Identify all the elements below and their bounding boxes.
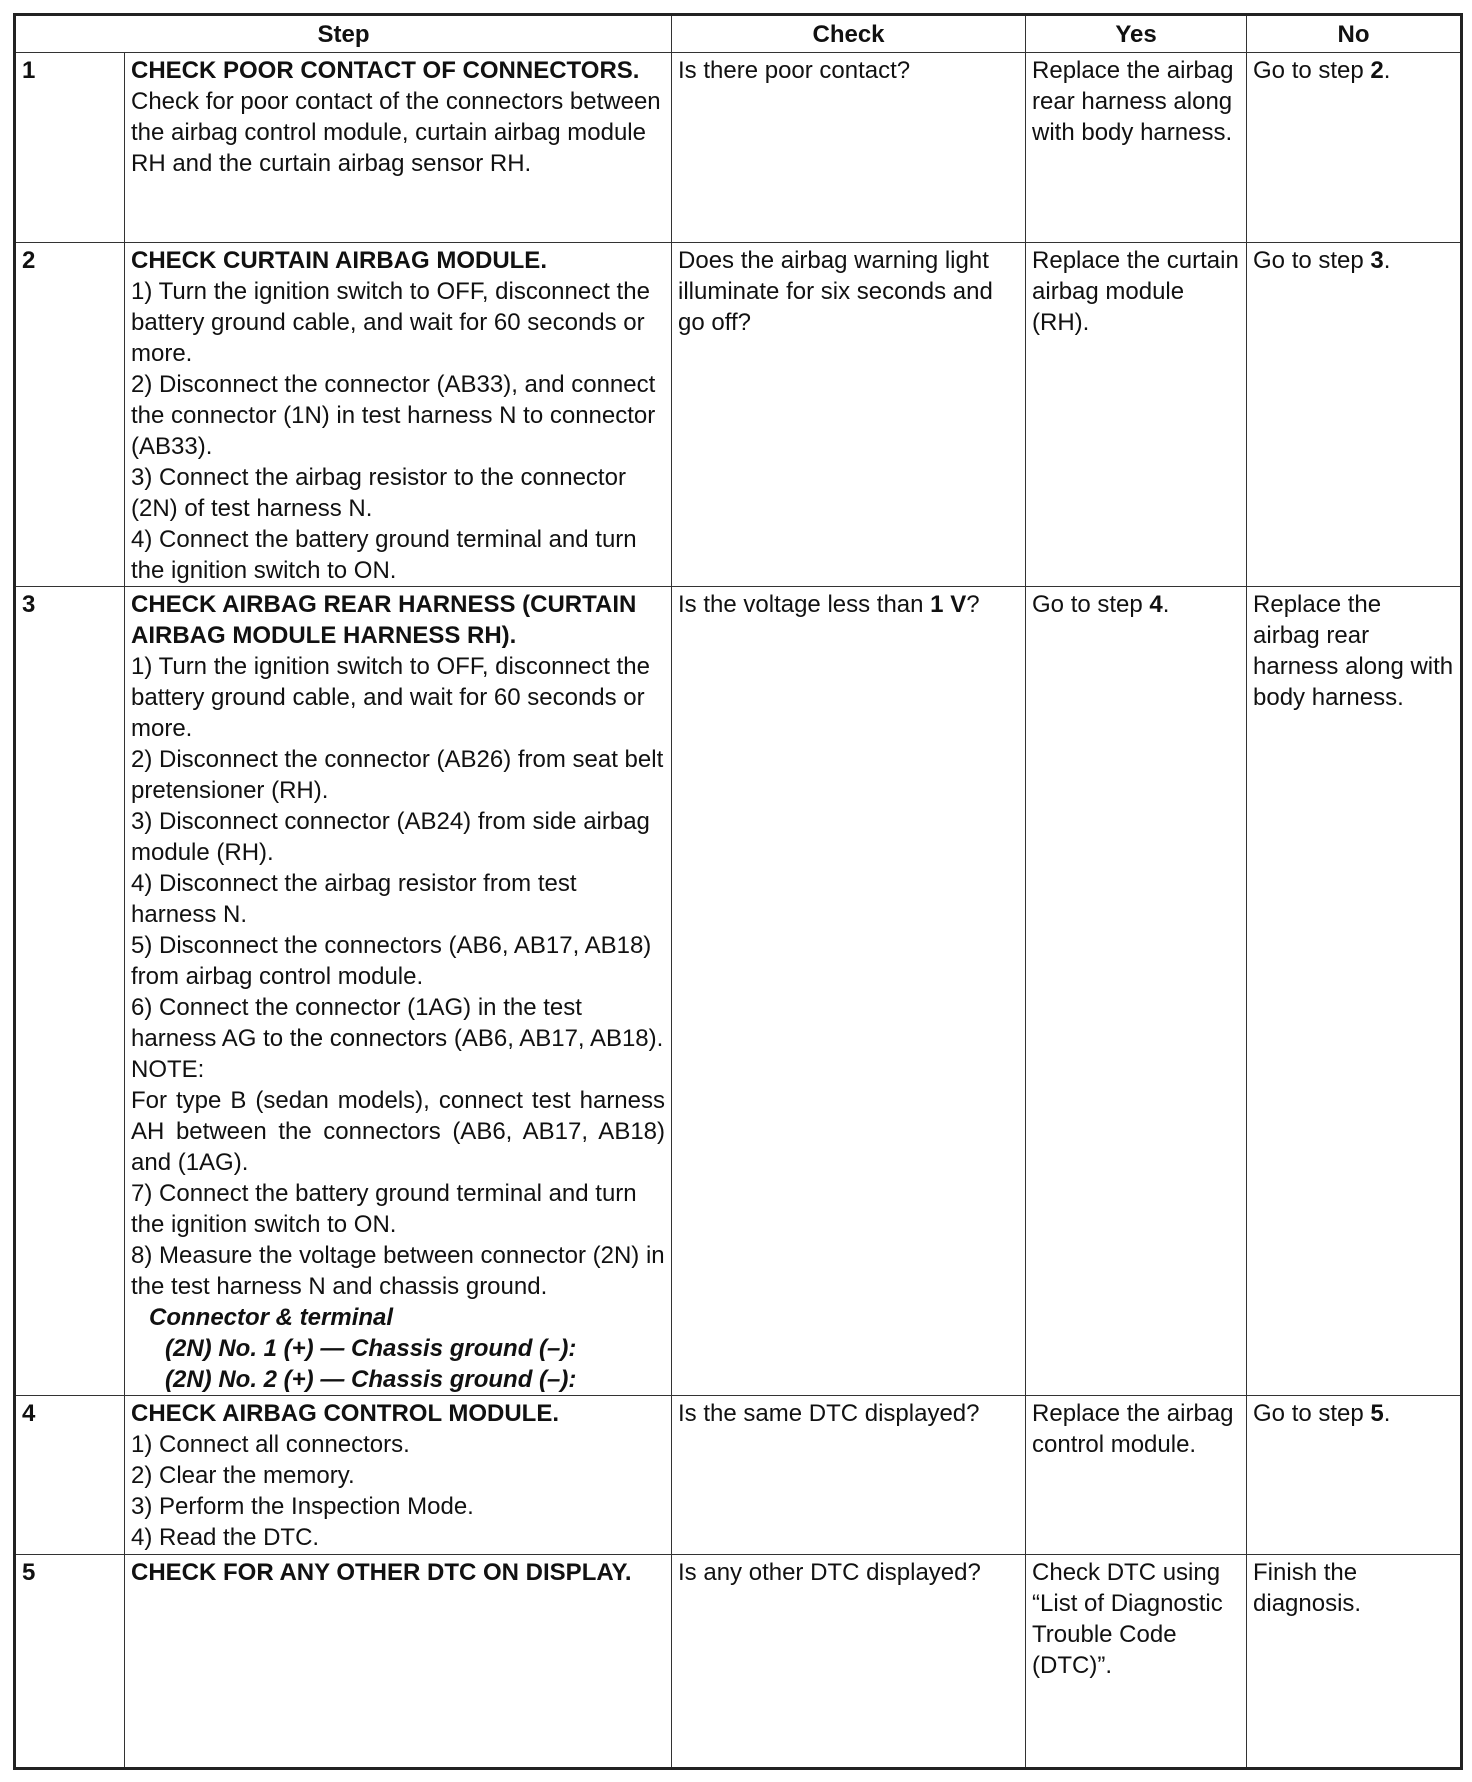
step-instruction: 2) Clear the memory. — [131, 1462, 355, 1489]
check-cell: Is the voltage less than 1 V? — [672, 587, 1026, 1396]
step-ref: 5 — [1370, 1400, 1384, 1427]
connector-terminal-line: (2N) No. 1 (+) — Chassis ground (–): — [165, 1335, 577, 1362]
step-content — [125, 587, 672, 1396]
header-row — [15, 15, 1462, 53]
step-instruction: 5) Disconnect the connectors (AB6, AB17, AB18) from airbag control module. — [131, 932, 652, 990]
step-instruction: 4) Disconnect the airbag resistor from test harness N. — [131, 870, 577, 928]
header-no: No — [1247, 15, 1462, 53]
step-instruction: 4) Read the DTC. — [131, 1524, 320, 1551]
step-instruction: 7) Connect the battery ground terminal and turn the ignition switch to ON. — [131, 1180, 637, 1238]
voltage-value: 1 V — [930, 591, 967, 618]
table-row — [15, 1396, 1462, 1555]
step-instruction: 3) Perform the Inspection Mode. — [131, 1493, 474, 1520]
step-number: 5 — [15, 1555, 125, 1769]
yes-cell: Go to step 4. — [1026, 587, 1247, 1396]
table-row — [15, 243, 1462, 587]
header-step: Step — [15, 15, 672, 53]
step-content — [125, 53, 672, 243]
step-title: CHECK POOR CONTACT OF CONNECTORS. — [131, 57, 640, 84]
step-title: CHECK FOR ANY OTHER DTC ON DISPLAY. — [131, 1559, 632, 1586]
no-cell: Go to step 2. — [1247, 53, 1462, 243]
no-cell: Replace the airbag rear harness along with body harness. — [1247, 587, 1462, 1396]
step-instruction: 2) Disconnect the connector (AB33), and connect the connector (1N) in test harness N to connector (AB33). — [131, 371, 656, 460]
step-content — [125, 243, 672, 587]
step-number: 2 — [15, 243, 125, 587]
no-cell: Finish the diagnosis. — [1247, 1555, 1462, 1769]
step-instruction: 2) Disconnect the connector (AB26) from seat belt pretensioner (RH). — [131, 746, 664, 804]
connector-terminal-line: (2N) No. 2 (+) — Chassis ground (–): — [165, 1366, 577, 1393]
step-instruction: Check for poor contact of the connectors between the airbag control module, curtain airbag module RH and the curtain airbag sensor RH. — [131, 88, 661, 177]
step-ref: 2 — [1370, 57, 1384, 84]
header-yes: Yes — [1026, 15, 1247, 53]
yes-cell: Check DTC using “List of Diagnostic Trouble Code (DTC)”. — [1026, 1555, 1247, 1769]
step-instruction: 3) Connect the airbag resistor to the connector (2N) of test harness N. — [131, 464, 626, 522]
step-number: 3 — [15, 587, 125, 1396]
step-instruction: 6) Connect the connector (1AG) in the test harness AG to the connectors (AB6, AB17, AB18). — [131, 994, 664, 1052]
check-cell: Is the same DTC displayed? — [672, 1396, 1026, 1555]
step-instruction: 3) Disconnect connector (AB24) from side airbag module (RH). — [131, 808, 650, 866]
yes-cell: Replace the airbag rear harness along with body harness. — [1026, 53, 1247, 243]
step-content — [125, 1555, 672, 1769]
step-number: 4 — [15, 1396, 125, 1555]
check-cell: Is any other DTC displayed? — [672, 1555, 1026, 1769]
step-ref: 4 — [1149, 591, 1163, 618]
yes-cell: Replace the curtain airbag module (RH). — [1026, 243, 1247, 587]
step-ref: 3 — [1370, 247, 1384, 274]
step-title: CHECK AIRBAG REAR HARNESS (CURTAIN AIRBAG MODULE HARNESS RH). — [131, 591, 637, 649]
step-instruction: 1) Turn the ignition switch to OFF, disconnect the battery ground cable, and wait for 60 seconds or more. — [131, 278, 650, 367]
step-title: CHECK CURTAIN AIRBAG MODULE. — [131, 247, 547, 274]
step-instruction: 4) Connect the battery ground terminal and turn the ignition switch to ON. — [131, 526, 637, 584]
diagnostic-procedure-table — [13, 13, 1463, 1770]
step-title: CHECK AIRBAG CONTROL MODULE. — [131, 1400, 559, 1427]
step-instruction: 1) Turn the ignition switch to OFF, disconnect the battery ground cable, and wait for 60 seconds or more. — [131, 653, 650, 742]
note-text: For type B (sedan models), connect test harness AH between the connectors (AB6, AB17, AB18) and (1AG). — [131, 1087, 666, 1176]
header-check: Check — [672, 15, 1026, 53]
step-content — [125, 1396, 672, 1555]
step-instruction: 8) Measure the voltage between connector (2N) in the test harness N and chassis ground. — [131, 1242, 665, 1300]
connector-terminal-heading: Connector & terminal — [149, 1304, 394, 1331]
table-row — [15, 1555, 1462, 1769]
no-cell: Go to step 5. — [1247, 1396, 1462, 1555]
table-row — [15, 53, 1462, 243]
step-number: 1 — [15, 53, 125, 243]
yes-cell: Replace the airbag control module. — [1026, 1396, 1247, 1555]
no-cell: Go to step 3. — [1247, 243, 1462, 587]
note-label: NOTE: — [131, 1056, 205, 1083]
check-cell: Is there poor contact? — [672, 53, 1026, 243]
step-instruction: 1) Connect all connectors. — [131, 1431, 410, 1458]
table-row — [15, 587, 1462, 1396]
check-cell: Does the airbag warning light illuminate for six seconds and go off? — [672, 243, 1026, 587]
